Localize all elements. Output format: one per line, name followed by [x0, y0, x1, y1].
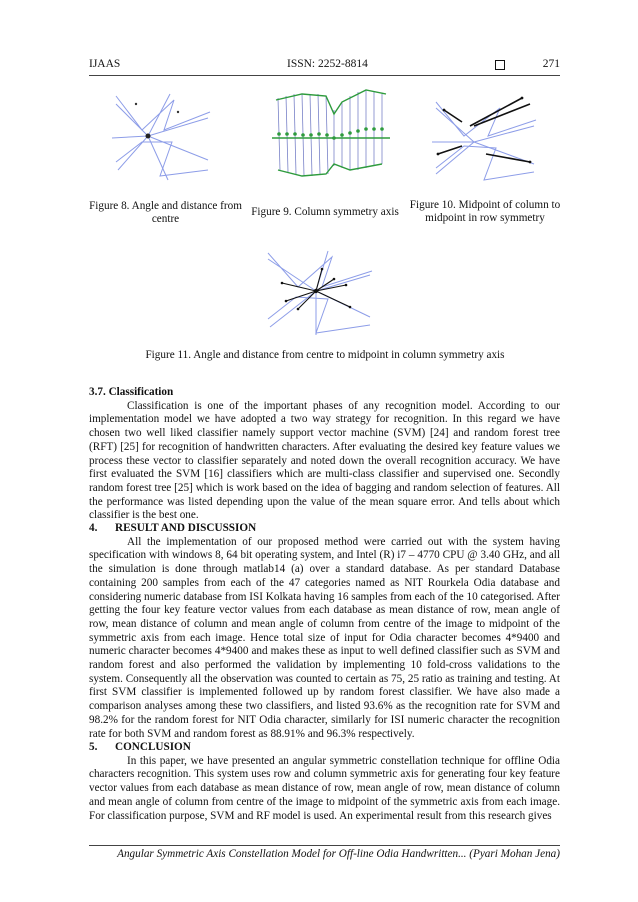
section-5-title: CONCLUSION [115, 741, 191, 753]
footer-divider [89, 845, 560, 846]
section-4-body: All the implementation of our proposed method were carried out with the system having specification with windows 8, 64 bit operating system, and Intel (R) i7 – 4770 CPU @ 3.40 GHz, and all the simulation is done through matlab14 (a) over a standard database. As per standard Database containing 200 samples from each of the 47 categories named as NIT Rourkela Odia database and considering numeric database from ISI Kolkata having 16 samples from each of the 10 categorised. After getting the four key feature vector values from each database as mean distance of row, mean angle of row, mean distance of column and mean angle of column from centre of the image to midpoint of the symmetric axis from each image. Hence total size of input for Odia character becomes 4*9400 and numeric character becomes 4*9400 and makes these as input to well defined classifier such as SVM and random forest and also performed the validation by implementing 10 fold-cross validations to the system. Consequently all the observation was counted to certain as 75, 25 ratio as training and testing. At first SVM classifier is implemented followed up by random forest classifier. We have also made a comparison analyses among these two classifiers, and listed 93.6% as the recognition rate for SVM and 98.2% for the random forest for NIT Odia character, similarly for ISI numeric character the recognition rate for both SVM and random forest as 88.91% and 96.3% respectively. [89, 535, 560, 740]
section-5 [89, 741, 560, 823]
checkbox-icon [495, 60, 505, 70]
section-3-7-heading: 3.7. Classification [89, 386, 174, 398]
figure-8-image [108, 90, 216, 182]
figure-10-image [430, 92, 542, 182]
section-5-number: 5. [89, 741, 98, 753]
figure-8-caption: Figure 8. Angle and distance from centre [89, 200, 242, 225]
page-header [89, 58, 560, 74]
journal-name: IJAAS [89, 58, 121, 70]
figure-11-image [262, 245, 378, 337]
figure-9-caption: Figure 9. Column symmetry axis [251, 206, 399, 218]
figure-9-image [268, 84, 394, 186]
figure-10-caption: Figure 10. Midpoint of column to midpoint in row symmetry [409, 199, 561, 224]
figure-11-caption: Figure 11. Angle and distance from centre to midpoint in column symmetry axis [145, 349, 505, 361]
section-4-title: RESULT AND DISCUSSION [115, 522, 257, 534]
section-5-body: In this paper, we have presented an angular symmetric constellation technique for offline Odia characters recognition. This system uses row and column symmetric axis for generating four key feature vector values from each database as mean distance of row, mean angle of row, mean distance of column and mean angle of column from centre of the image to midpoint of the symmetric axis from each image. For classification purpose, SVM and RF model is used. An experimental result from this research gives [89, 754, 560, 822]
section-5-heading [89, 741, 560, 755]
page-number: 271 [542, 58, 560, 70]
section-4-number: 4. [89, 522, 98, 534]
section-3-7-body: Classification is one of the important phases of any recognition model. According to our implementation model we have adopted a two way strategy for recognition. In this regard we have chosen two well liked classifier namely support vector machine (SVM) [24] and random forest tree (RFT) [25] for recognition of handwritten characters. After evaluating the desired key feature values we process these vector to classifier separately and noted down the overall recognition accuracy. We have first evaluated the SVM [16] classifiers which are multi-class classifier and supervised one. Secondly random forest tree [25] which is work based on the idea of bagging and random selection of features. All the performance was listed depending upon the value of the mean square error. And tells about which classifier is the best one. [89, 399, 560, 522]
header-divider [89, 75, 560, 76]
section-4 [89, 522, 560, 741]
issn: ISSN: 2252-8814 [287, 58, 368, 70]
section-3-7 [89, 386, 560, 523]
running-title: Angular Symmetric Axis Constellation Model for Off-line Odia Handwritten... (Pyari Mohan Jena) [117, 848, 560, 860]
section-4-heading [89, 522, 560, 536]
